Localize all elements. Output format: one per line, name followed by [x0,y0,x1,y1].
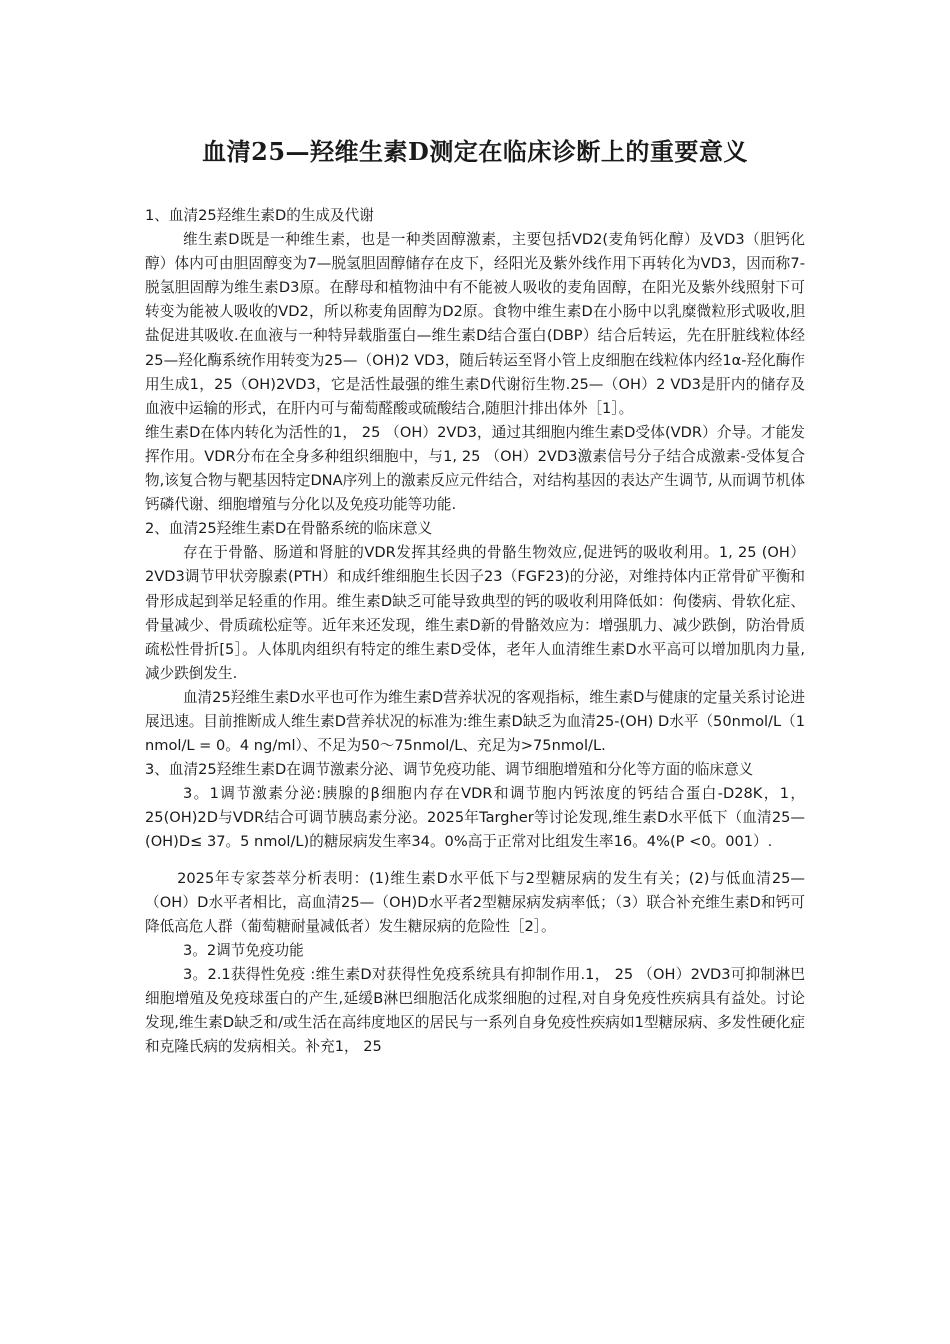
paragraph-vdr-mechanism: 维生素D在体内转化为活性的1， 25 （OH）2VD3，通过其细胞内维生素D受体(VDR）介导。才能发挥作用。VDR分布在全身多种组织细胞中，与1, 25 （OH）2VD3激素信号分子结合成激素-受体复合物,该复合物与靶基因特定DNA序列上的激素反应元件结合，对结构基因的表达产生调节, 从而调节机体钙磷代谢、细胞增殖与分化以及免疫功能等功能. [145,423,805,514]
paragraph-skeletal-effects: 存在于骨骼、肠道和肾脏的VDR发挥其经典的骨骼生物效应,促进钙的吸收利用。1, 25 (OH）2VD3调节甲状旁腺素(PTH）和成纤维细胞生长因子23（FGF23)的分泌，对维持体内正常骨矿平衡和骨形成起到举足轻重的作用。维生素D缺乏可能导致典型的钙的吸收利用降低如：佝偻病、骨软化症、骨量减少、骨质疏松症等。近年来还发现，维生素D新的骨骼效应为：增强肌力、减少跌倒，防治骨质疏松性骨折[5］。人体肌肉组织有特定的维生素D受体，老年人血清维生素D水平高可以增加肌肉力量,减少跌倒发生. [145,544,805,682]
paragraph-acquired-immunity: 3。2.1获得性免疫 :维生素D对获得性免疫系统具有抑制作用.1， 25 （OH）2VD3可抑制淋巴细胞增殖及免疫球蛋白的产生,延缓B淋巴细胞活化成浆细胞的过程,对自身免疫性疾病具有益处。讨论发现,维生素D缺乏和/或生活在高纬度地区的居民与一系列自身免疫性疾病如1型糖尿病、多发性硬化症和克隆氏病的发病相关。补充1， 25 [145,965,805,1056]
subheading-immune-regulation: 3。2调节免疫功能 [182,941,304,959]
paragraph-vitamin-d-metabolism: 维生素D既是一种维生素，也是一种类固醇激素，主要包括VD2(麦角钙化醇）及VD3（胆钙化醇）体内可由胆固醇变为7—脱氢胆固醇储存在皮下，经阳光及紫外线作用下再转化为VD3，因而称7-脱氢胆固醇为维生素D3原。在酵母和植物油中有不能被人吸收的麦角固醇，在阳光及紫外线照射下可转变为能被人吸收的VD2，所以称麦角固醇为D2原。食物中维生素D在小肠中以乳糜微粒形式吸收,胆盐促进其吸收.在血液与一种特异载脂蛋白—维生素D结合蛋白(DBP）结合后转运，先在肝脏线粒体经25—羟化酶系统作用转变为25—（OH)2 VD3，随后转运至肾小管上皮细胞在线粒体内经1α-羟化酶作用生成1，25（OH)2VD3，它是活性最强的维生素D代谢衍生物.25—（OH）2 VD3是肝内的储存及血液中运输的形式，在肝内可与葡萄醛酸或硫酸结合,随胆汁排出体外［1］。 [145,231,805,417]
section-heading-1: 1、血清25羟维生素D的生成及代谢 [145,207,374,224]
document-title: 血清25—羟维生素D测定在临床诊断上的重要意义 [202,137,748,166]
document-body [145,204,805,1059]
paragraph-meta-analysis: 2025年专家荟萃分析表明：(1)维生素D水平低下与2型糖尿病的发生有关；(2)与低血清25—（OH）D水平者相比，高血清25—（OH)D水平者2型糖尿病发病率低；（3）联合补充维生素D和钙可降低高危人群（葡萄糖耐量减低者）发生糖尿病的危险性［2］。 [145,869,805,935]
paragraph-nutritional-status: 血清25羟维生素D水平也可作为维生素D营养状况的客观指标，维生素D与健康的定量关系讨论进展迅速。目前推断成人维生素D营养状况的标准为:维生素D缺乏为血清25-(OH) D水平（50nmol/L（1 nmol/L = 0。4 ng/ml）、不足为50～75nmol/L、充足为>75nmol/L. [145,688,805,755]
section-heading-3: 3、血清25羟维生素D在调节激素分泌、调节免疫功能、调节细胞增殖和分化等方面的临床意义 [145,761,754,779]
section-heading-2: 2、血清25羟维生素D在骨骼系统的临床意义 [145,520,433,538]
paragraph-hormone-secretion: 3。1调节激素分泌:胰腺的β细胞内存在VDR和调节胞内钙浓度的钙结合蛋白-D28K，1，25(OH)2D与VDR结合可调节胰岛素分泌。2025年Targher等讨论发现,维生素D水平低下（血清25—(OH)D≤ 37。5 nmol/L)的糖尿病发生率34。0%高于正常对比组发生率16。4%(P <0。001）. [145,785,805,851]
